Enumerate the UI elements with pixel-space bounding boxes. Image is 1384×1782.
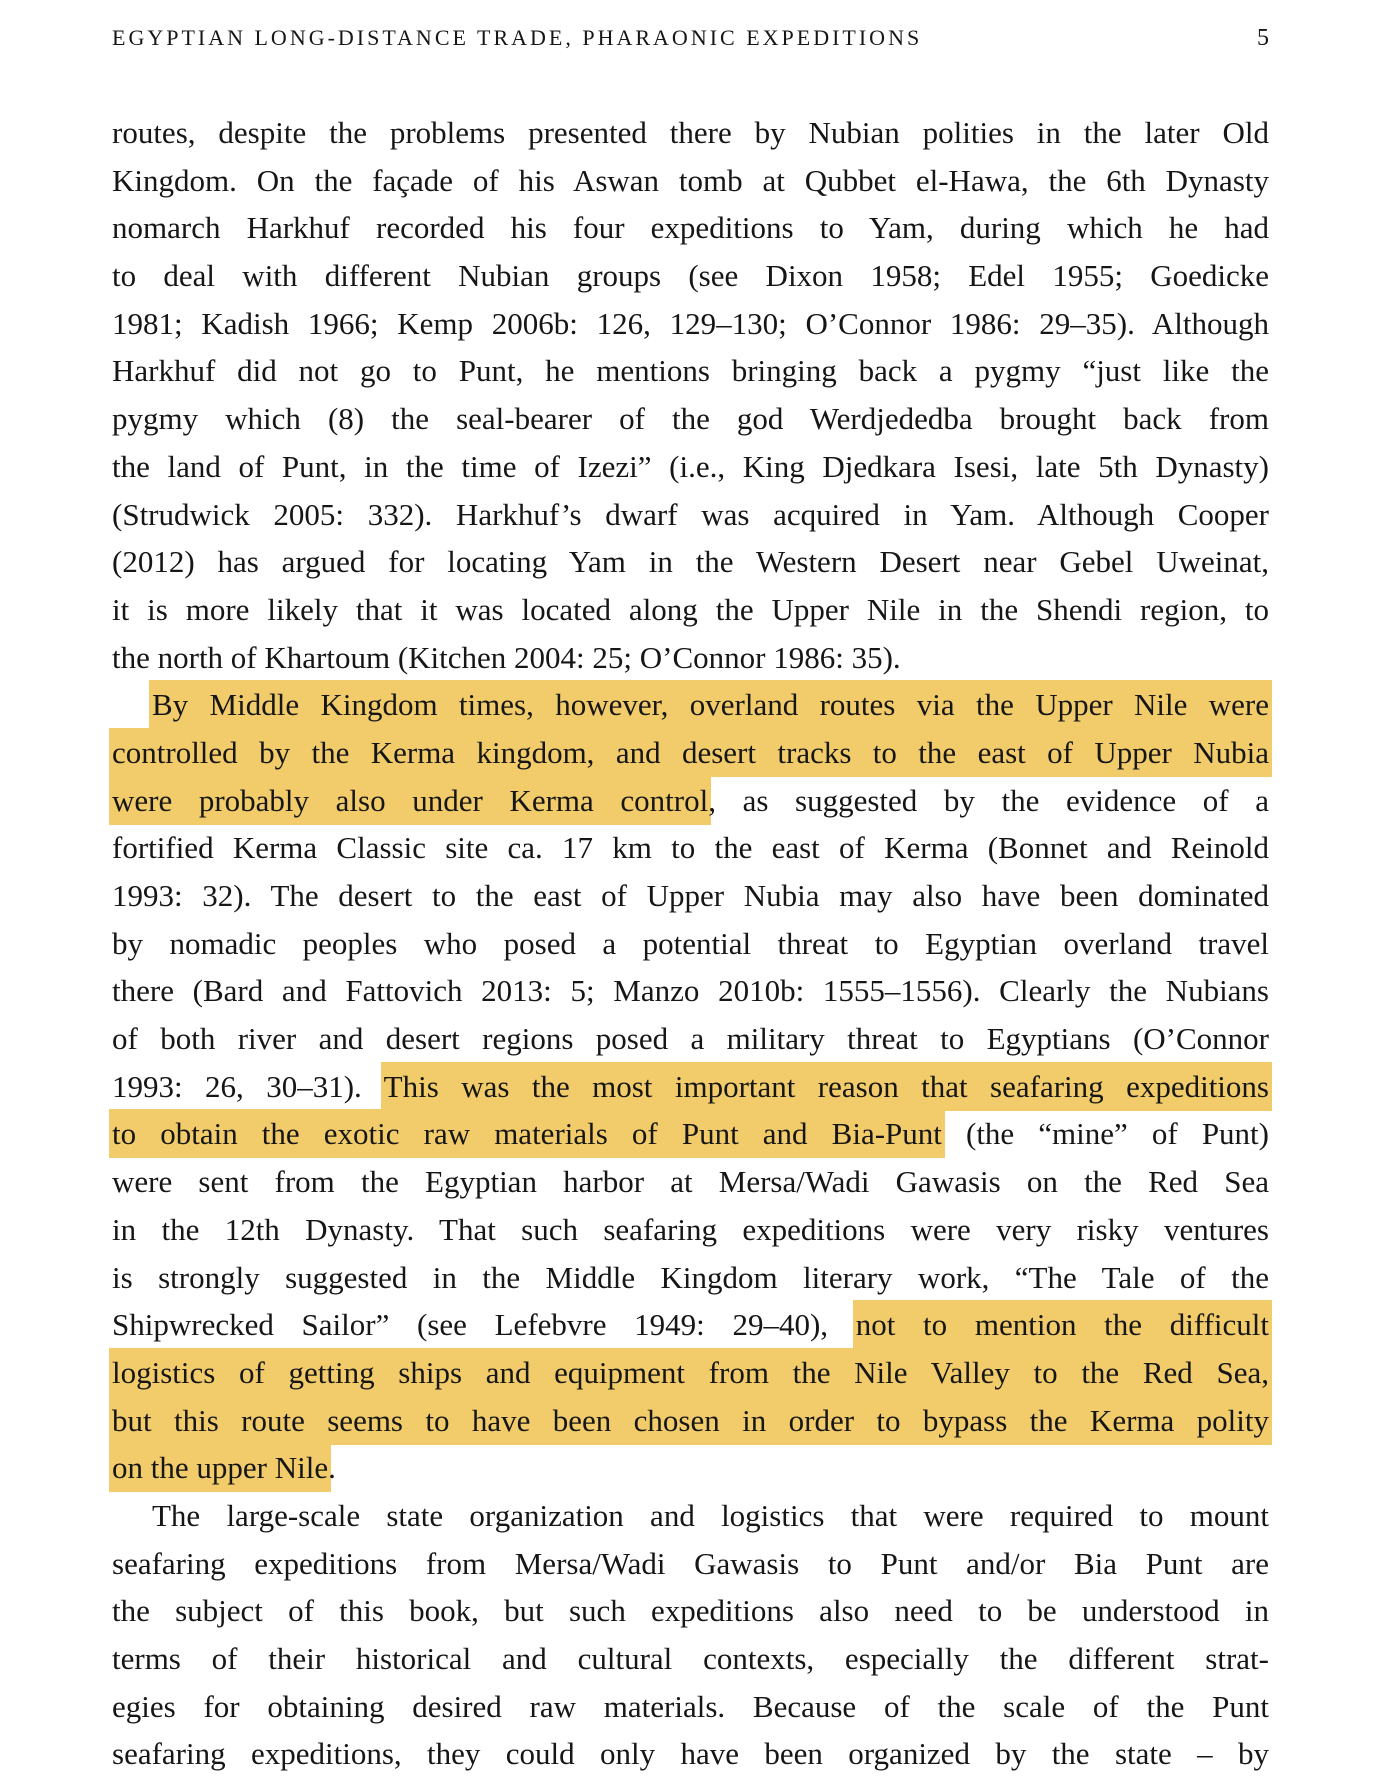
text-segment: is strongly suggested in the Middle Kingdom literary work, “The Tale of the bbox=[112, 1259, 1269, 1295]
text-segment: egies for obtaining desired raw materials. Because of the scale of the Punt bbox=[112, 1688, 1269, 1724]
text-segment: seafaring expeditions from Mersa/Wadi Gawasis to Punt and/or Bia Punt are bbox=[112, 1545, 1269, 1581]
paragraph bbox=[112, 109, 1269, 681]
text-segment: by nomadic peoples who posed a potential threat to Egyptian overland travel bbox=[112, 925, 1269, 961]
text-line bbox=[112, 1397, 1269, 1445]
text-segment: terms of their historical and cultural contexts, especially the different strat- bbox=[112, 1641, 1269, 1676]
highlighted-text: not to mention the difficult bbox=[856, 1300, 1269, 1349]
highlighted-text: By Middle Kingdom times, however, overland routes via the Upper Nile were bbox=[152, 680, 1269, 729]
text-segment: . bbox=[328, 1450, 336, 1486]
text-line bbox=[112, 491, 1269, 539]
highlighted-text: on the upper Nile bbox=[112, 1443, 328, 1492]
text-line bbox=[112, 729, 1269, 777]
text-line bbox=[112, 1492, 1269, 1540]
text-segment: (Strudwick 2005: 332). Harkhuf’s dwarf was acquired in Yam. Although Cooper bbox=[112, 496, 1269, 532]
highlighted-text: controlled by the Kerma kingdom, and desert tracks to the east of Upper Nubia bbox=[112, 728, 1269, 777]
text-segment: the land of Punt, in the time of Izezi” (i.e., King Djedkara Isesi, late 5th Dynasty) bbox=[112, 448, 1269, 484]
text-line bbox=[112, 1206, 1269, 1254]
text-line bbox=[112, 824, 1269, 872]
text-segment: Harkhuf did not go to Punt, he mentions bringing back a pygmy “just like the bbox=[112, 353, 1269, 389]
text-line bbox=[112, 252, 1269, 300]
highlighted-text: but this route seems to have been chosen in order to bypass the Kerma polity bbox=[112, 1396, 1269, 1445]
text-line bbox=[112, 347, 1269, 395]
text-line bbox=[112, 1730, 1269, 1778]
text-segment: nomarch Harkhuf recorded his four expeditions to Yam, during which he had bbox=[112, 210, 1269, 246]
text-line bbox=[112, 395, 1269, 443]
text-line bbox=[112, 1444, 1269, 1492]
running-head-title: EGYPTIAN LONG-DISTANCE TRADE, PHARAONIC EXPEDITIONS bbox=[112, 25, 923, 50]
text-segment: 1981; Kadish 1966; Kemp 2006b: 126, 129–130; O’Connor 1986: 29–35). Although bbox=[112, 305, 1269, 341]
text-line bbox=[112, 300, 1269, 348]
text-line bbox=[112, 1015, 1269, 1063]
text-line bbox=[112, 967, 1269, 1015]
text-segment: 1993: 26, 30–31). bbox=[112, 1068, 384, 1104]
text-line bbox=[112, 872, 1269, 920]
text-line bbox=[112, 920, 1269, 968]
text-line bbox=[112, 681, 1269, 729]
text-segment: (the “mine” of Punt) bbox=[941, 1116, 1269, 1152]
text-segment: fortified Kerma Classic site ca. 17 km to the east of Kerma (Bonnet and Reinold bbox=[112, 830, 1269, 866]
text-line bbox=[112, 109, 1269, 157]
text-segment: pygmy which (8) the seal-bearer of the god Werdjededba brought back from bbox=[112, 401, 1269, 437]
text-line bbox=[112, 1635, 1269, 1683]
text-line bbox=[112, 1349, 1269, 1397]
text-segment: to deal with different Nubian groups (see Dixon 1958; Edel 1955; Goedicke bbox=[112, 258, 1269, 294]
text-segment: it is more likely that it was located along the Upper Nile in the Shendi region, to bbox=[112, 591, 1269, 627]
text-segment: in the 12th Dynasty. That such seafaring expeditions were very risky ventures bbox=[112, 1211, 1269, 1247]
paragraph bbox=[112, 1492, 1269, 1778]
text-line bbox=[112, 1587, 1269, 1635]
text-segment: the north of Khartoum (Kitchen 2004: 25; O’Connor 1986: 35). bbox=[112, 639, 901, 675]
text-line bbox=[112, 634, 1269, 682]
text-segment: there (Bard and Fattovich 2013: 5; Manzo 2010b: 1555–1556). Clearly the Nubians bbox=[112, 973, 1269, 1009]
text-line bbox=[112, 443, 1269, 491]
text-segment: Shipwrecked Sailor” (see Lefebvre 1949: 29–40), bbox=[112, 1307, 856, 1343]
text-line bbox=[112, 1158, 1269, 1206]
text-segment: routes, despite the problems presented there by Nubian polities in the later Old bbox=[112, 115, 1269, 150]
page-number: 5 bbox=[1257, 25, 1269, 51]
highlighted-text: to obtain the exotic raw materials of Punt and Bia-Punt bbox=[112, 1109, 942, 1158]
text-line bbox=[112, 1301, 1269, 1349]
text-segment: the subject of this book, but such expeditions also need to be understood in bbox=[112, 1593, 1269, 1629]
highlighted-text: logistics of getting ships and equipment from the Nile Valley to the Red Sea, bbox=[112, 1348, 1269, 1397]
text-segment: 1993: 32). The desert to the east of Upper Nubia may also have been dominated bbox=[112, 878, 1269, 913]
text-line bbox=[112, 777, 1269, 825]
paragraph bbox=[112, 681, 1269, 1492]
text-segment: of both river and desert regions posed a military threat to Egyptians (O’Connor bbox=[112, 1021, 1269, 1057]
text-line bbox=[112, 586, 1269, 634]
text-segment: , as suggested by the evidence of a bbox=[708, 782, 1270, 818]
text-line bbox=[112, 1683, 1269, 1731]
text-segment: seafaring expeditions, they could only have been organized by the state – by bbox=[112, 1736, 1269, 1772]
text-line bbox=[112, 204, 1269, 252]
text-line bbox=[112, 1254, 1269, 1302]
text-line bbox=[112, 157, 1269, 205]
text-line bbox=[112, 1110, 1269, 1158]
highlighted-text: This was the most important reason that seafaring expeditions bbox=[384, 1062, 1269, 1111]
text-segment: were sent from the Egyptian harbor at Mersa/Wadi Gawasis on the Red Sea bbox=[112, 1164, 1269, 1200]
text-line bbox=[112, 538, 1269, 586]
text-line bbox=[112, 1540, 1269, 1588]
text-segment: The large-scale state organization and logistics that were required to mount bbox=[152, 1497, 1269, 1533]
text-segment: Kingdom. On the façade of his Aswan tomb at Qubbet el-Hawa, the 6th Dynasty bbox=[112, 162, 1269, 198]
page-body bbox=[112, 109, 1269, 1778]
text-segment: (2012) has argued for locating Yam in the Western Desert near Gebel Uweinat, bbox=[112, 544, 1269, 580]
text-line bbox=[112, 1063, 1269, 1111]
highlighted-text: were probably also under Kerma control bbox=[112, 776, 708, 825]
